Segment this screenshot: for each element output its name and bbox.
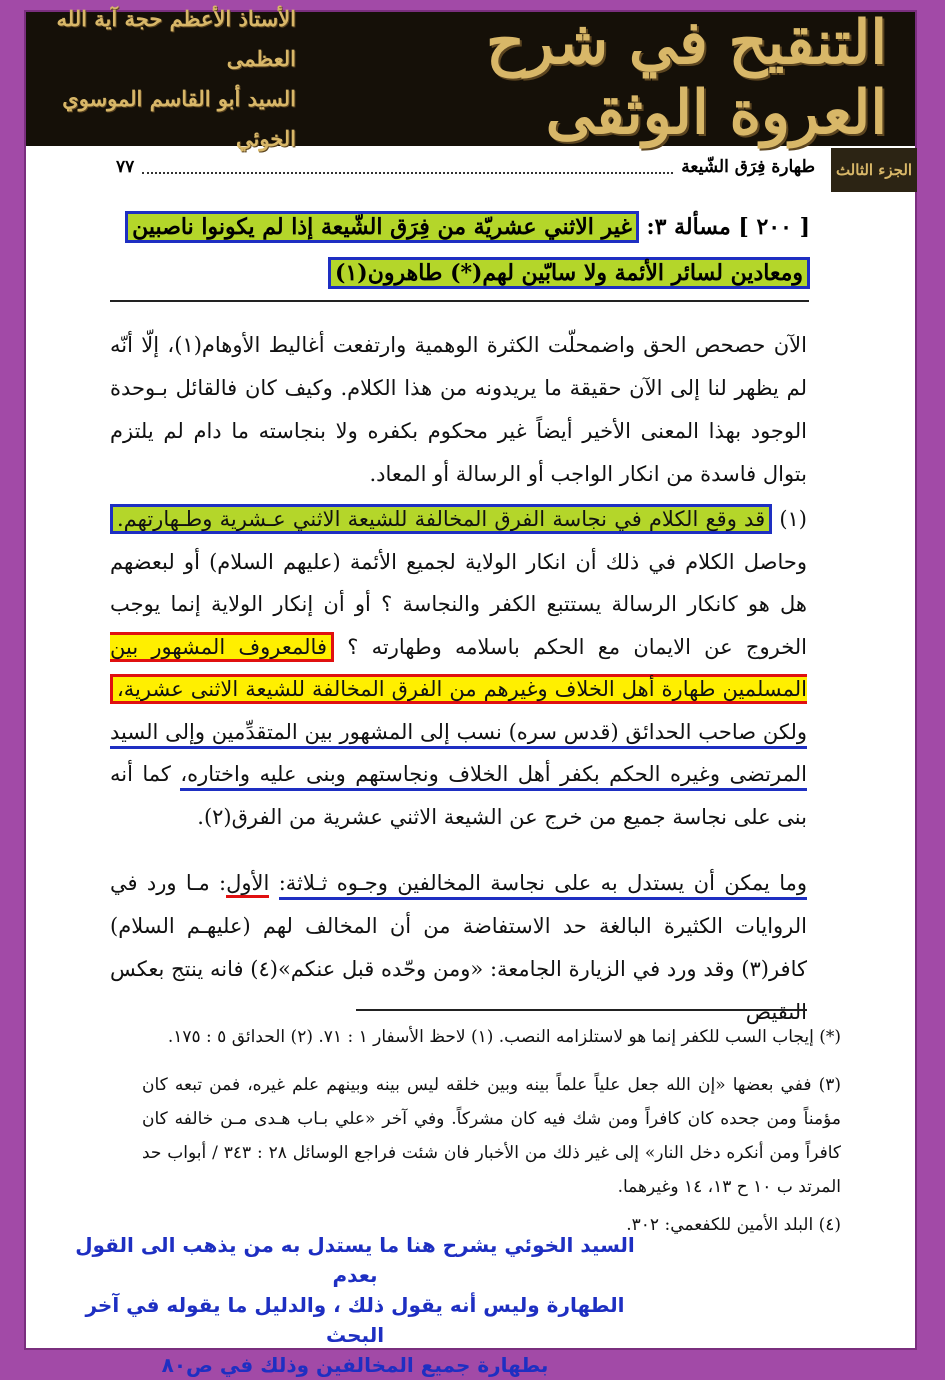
commentary-underlined: ولكن صاحب الحدائق (قدس سره) نسب إلى المشهور بين المتقدِّمين وإلى السيد المرتضى وغيره الحكم بكفر أهل الخلاف ونجاستهم وبنى عليه واختاره، — [110, 720, 807, 792]
commentary-paragraph — [110, 498, 807, 838]
arguments-text: : مـا ورد في الروايات الكثيرة البالغة حد الاستفاضة من أن المخالف لهم (عليهـم السلام) كافر(٣) وقد ورد في الزيارة الجامعة: «ومن وحّده قبل عنكم»(٤) فانه ينتج بعكس النقيض — [110, 871, 807, 1024]
author-line-2: السيد أبو القاسم الموسوي الخوئي — [62, 86, 296, 151]
annotation-note — [70, 1230, 640, 1380]
title-banner — [26, 6, 915, 151]
commentary-highlight-green: قد وقع الكلام في نجاسة الفرق المخالفة للشيعة الاثني عـشرية وطـهارتهم. — [110, 504, 772, 534]
paragraph-continuation: الآن حصحص الحق واضمحلّت الكثرة الوهمية وارتفعت أغاليط الأوهام(١)، إلّا أنّه لم يظهر لنا إلى الآن حقيقة ما يريدونه من هذا الكلام. وكيف كان فالقائل بـوحدة الوجود بهذا المعنى الأخير أيضاً غير محكوم بكفره ولا بنجاسته ما دام لم يلتزم بتوال فاسدة من انكار الواجب أو الرسالة أو المعاد. — [110, 333, 807, 486]
book-title: التنقيح في شرح العروة الوثقى — [486, 8, 887, 148]
annotation-line-3: بطهارة جميع المخالفين وذلك في ص٨٠ — [161, 1353, 549, 1377]
commentary-text-1: وحاصل الكلام في ذلك أن انكار الولاية لجميع الأئمة (عليهم السلام) أو لبعضهم هل هو كانكار الرسالة يستتبع الكفر والنجاسة ؟ أو أن إنكار الولاية إنما يوجب الخروج عن الايمان مع الحكم باسلامه وطهارته ؟ — [110, 549, 807, 659]
footnote-4: (٤) البلد الأمين للكفعمي: ٣٠٢. — [626, 1215, 841, 1235]
footnote-divider — [356, 1009, 807, 1011]
book-page — [24, 6, 917, 1377]
issue-highlight-line1: غير الاثني عشريّة من فِرَق الشّيعة إذا لم يكونوا ناصبين — [125, 211, 639, 243]
commentary-text-2: كما أنه بنى على نجاسة جميع من خرج عن الشيعة الاثني عشرية من الفرق(٢). — [110, 762, 807, 829]
first-argument-word: الأول — [226, 871, 269, 898]
author-line-1: الأستاذ الأعظم حجة آية الله العظمى — [56, 6, 296, 71]
annotation-line-2: الطهارة وليس أنه يقول ذلك ، والدليل ما يقوله في آخر البحث — [85, 1293, 625, 1347]
issue-highlight-line2: ومعادين لسائر الأئمة ولا سابّين لهم(*) طاهرون(١) — [328, 257, 810, 289]
running-head-dots — [142, 160, 673, 174]
volume-badge: الجزء الثالث — [831, 148, 917, 192]
footnote-star: (*) إيجاب السب للكفر إنما هو لاستلزامه النصب. (١) لاحظ الأسفار ١ : ٧١. (٢) الحدائق ٥ : ١٧٥. — [167, 1027, 841, 1047]
commentary-number: (١) — [779, 507, 807, 531]
issue-statement — [102, 204, 810, 296]
annotation-line-1: السيد الخوئي يشرح هنا ما يستدل به من يذهب الى القول بعدم — [75, 1233, 635, 1287]
section-divider — [110, 300, 809, 302]
arguments-intro-underlined: وما يمكن أن يستدل به على نجاسة المخالفين وجـوه ثـلاثة: — [279, 871, 807, 900]
author-block — [36, 6, 296, 151]
page-number: ٧٧ — [116, 157, 135, 177]
running-head-title: طهارة فِرَق الشّيعة — [681, 157, 815, 177]
issue-label: [ ٢٠٠ ] مسألة ٣: — [646, 214, 810, 240]
footnote-3: (٣) ففي بعضها «إن الله جعل علياً علماً بينه وبين خلقه ليس بينه وبينهم علم غيره، فمن تبعه كان مؤمناً ومن جحده كان كافراً ومن شك فيه كان مشركاً. وفي آخر «علي بـاب هـدى مـن خالفه كان كافراً ومن أنكره دخل النار» إلى غير ذلك من الأخبار فان شئت فراجع الوسائل ٢٨ : ٣٤٣ / أبواب حد المرتد ب ١٠ ح ١٣، ١٤ وغيرهما. — [142, 1075, 841, 1197]
commentary-highlight-yellow: فالمعروف المشهور بين المسلمين طهارة أهل الخلاف وغيرهم من الفرق المخالفة للشيعة الاثنى عشرية، — [110, 632, 807, 705]
running-head — [116, 152, 815, 182]
